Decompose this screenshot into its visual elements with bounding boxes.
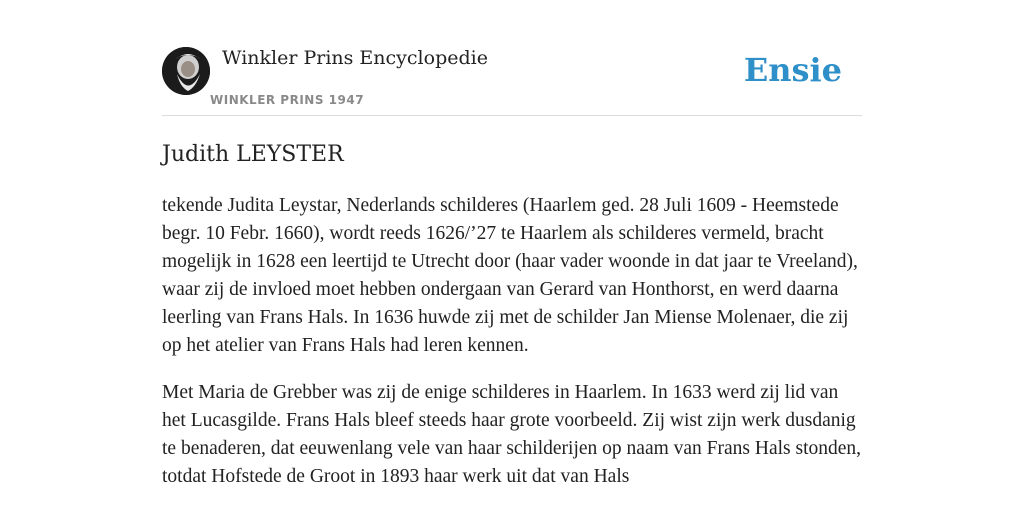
site-subtitle[interactable]: WINKLER PRINS 1947	[210, 93, 365, 107]
portrait-icon	[162, 47, 210, 95]
avatar[interactable]	[162, 47, 210, 95]
page	[162, 0, 862, 512]
article-body	[162, 192, 862, 510]
header	[162, 0, 862, 116]
article-paragraph: tekende Judita Leystar, Nederlands schilderes (Haarlem ged. 28 Juli 1609 - Heemstede begr. 10 Febr. 1660), wordt reeds 1626/’27 te Haarlem als schilderes vermeld, bracht mogelijk in 1628 een leertijd te Utrecht door (haar vader woonde in dat jaar te Vreeland), waar zij de invloed moet hebben ondergaan van Gerard van Honthorst, en werd daarna leerling van Frans Hals. In 1636 huwde zij met de schilder Jan Miense Molenaer, die zij op het atelier van Frans Hals had leren kennen.	[162, 195, 858, 356]
article-paragraph: Met Maria de Grebber was zij de enige schilderes in Haarlem. In 1633 werd zij lid van het Lucasgilde. Frans Hals bleef steeds haar grote voorbeeld. Zij wist zijn werk dusdanig te benaderen, dat eeuwenlang vele van haar schilderijen op naam van Frans Hals stonden, totdat Hofstede de Groot in 1893 haar werk uit dat van Hals	[162, 382, 862, 487]
site-title[interactable]: Winkler Prins Encyclopedie	[222, 47, 488, 69]
ensie-logo[interactable]: Ensie	[743, 51, 842, 89]
article-title: Judith LEYSTER	[162, 142, 344, 167]
